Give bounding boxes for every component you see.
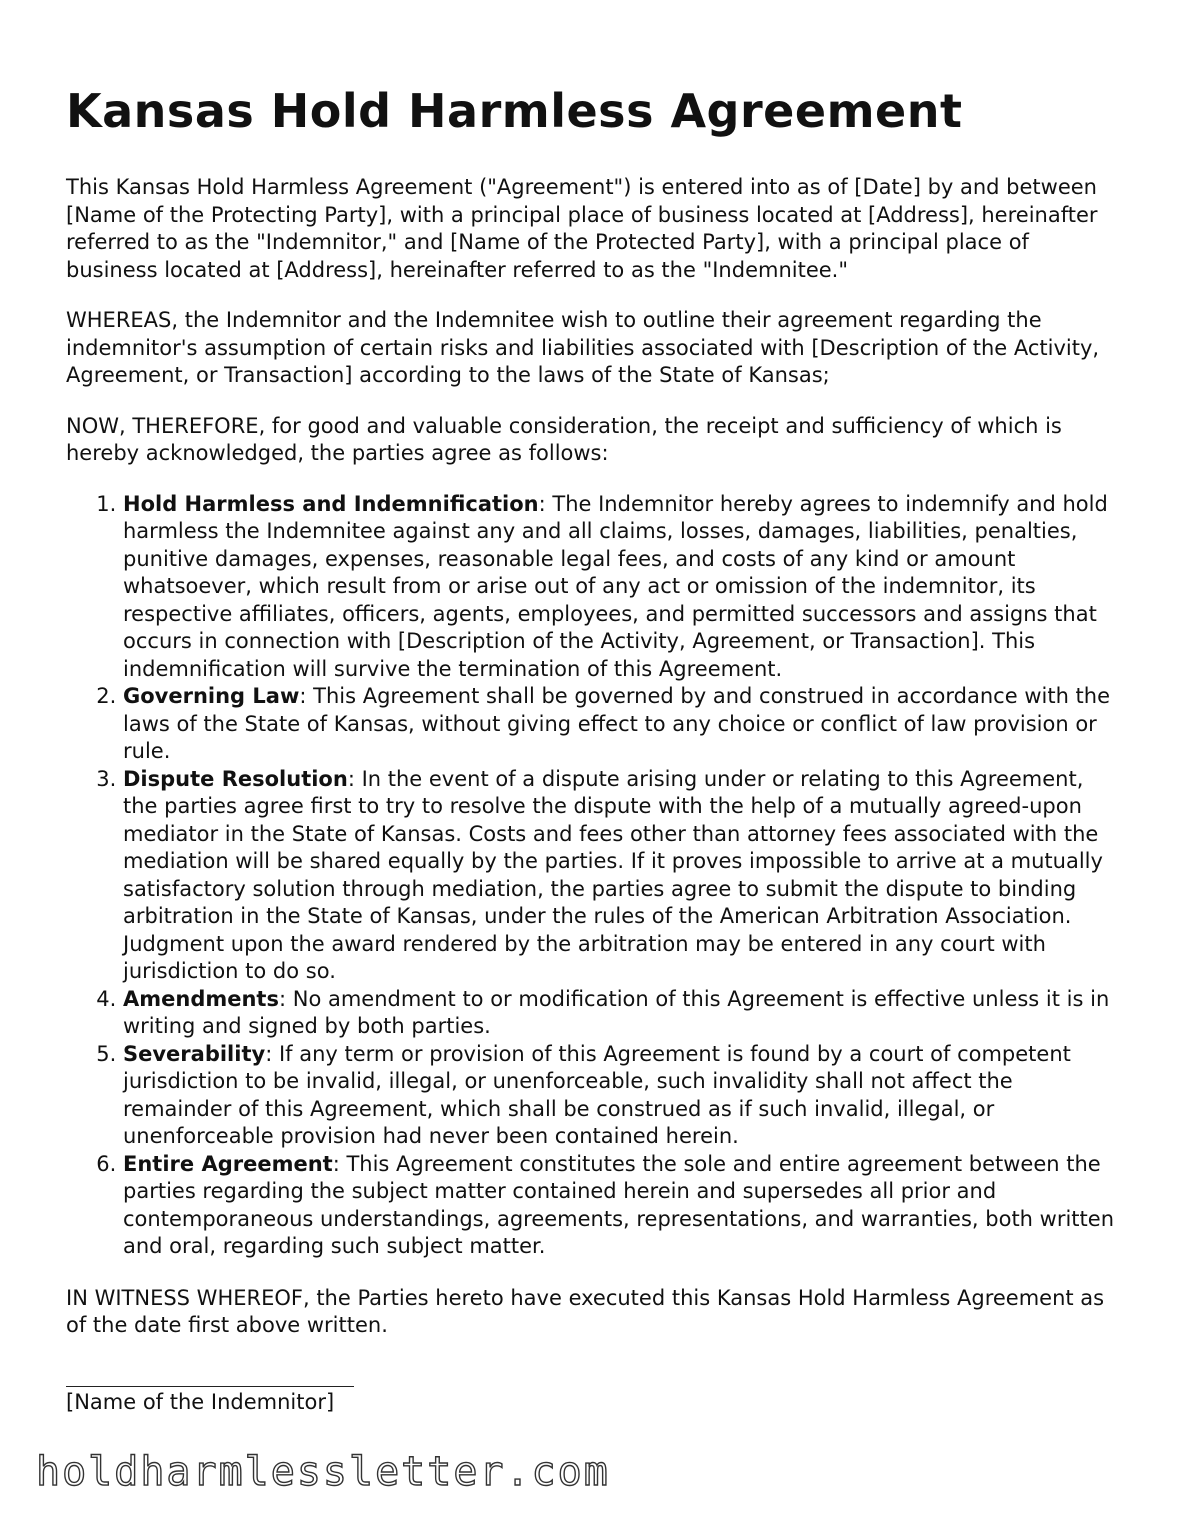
- clause-text: : If any term or provision of this Agreement is found by a court of competent jurisdiction to be invalid, illegal, or unenforceable, such invalidity shall not affect the remainder of this Agreement, which shall be construed as if such invalid, illegal, or unenforceable provision had never been contained herein.: [123, 1041, 1071, 1148]
- clause-item: [123, 1151, 1116, 1261]
- document-title: Kansas Hold Harmless Agreement: [66, 84, 963, 138]
- clause-item: [123, 766, 1116, 986]
- clause-item: [123, 683, 1116, 766]
- clause-text: : In the event of a dispute arising under or relating to this Agreement, the parties agree first to try to resolve the dispute with the help of a mutually agreed-upon mediator in the State of Kansas. Costs and fees other than attorney fees associated with the mediation will be shared equally by the parties. If it proves impossible to arrive at a mutually satisfactory solution through mediation, the parties agree to submit the dispute to binding arbitration in the State of Kansas, under the rules of the American Arbitration Association. Judgment upon the award rendered by the arbitration may be entered in any court with jurisdiction to do so.: [123, 766, 1103, 983]
- clause-item: [123, 491, 1116, 684]
- witness-paragraph: IN WITNESS WHEREOF, the Parties hereto have executed this Kansas Hold Harmless Agreement as of the date first above written.: [66, 1285, 1105, 1337]
- now-therefore-paragraph: NOW, THEREFORE, for good and valuable consideration, the receipt and sufficiency of which is hereby acknowledged, the parties agree as follows:: [66, 413, 1062, 465]
- clause-heading: Amendments: [123, 986, 279, 1011]
- signature-line: [66, 1386, 354, 1387]
- intro-paragraph: This Kansas Hold Harmless Agreement ("Agreement") is entered into as of [Date] by and between [Name of the Protecting Party], with a principal place of business located at [Address], hereinafter referred to as the "Indemnitor," and [Name of the Protected Party], with a principal place of business located at [Address], hereinafter referred to as the "Indemnitee.": [66, 175, 1098, 282]
- clause-list: [66, 491, 1116, 1261]
- clause-text: : This Agreement constitutes the sole and entire agreement between the parties regarding the subject matter contained herein and supersedes all prior and contemporaneous understandings, agreements, representations, and warranties, both written and oral, regarding such subject matter.: [123, 1151, 1114, 1258]
- clause-item: [123, 1041, 1116, 1151]
- clause-heading: Governing Law: [123, 684, 300, 708]
- clause-heading: Dispute Resolution: [123, 766, 348, 791]
- whereas-paragraph: WHEREAS, the Indemnitor and the Indemnitee wish to outline their agreement regarding the indemnitor's assumption of certain risks and liabilities associated with [Description of the Activity, Agreement, or Transaction] according to the laws of the State of Kansas;: [66, 308, 1100, 387]
- clause-heading: Entire Agreement: [123, 1151, 333, 1176]
- watermark-text: holdharmlessletter.com: [36, 1449, 610, 1495]
- clause-item: [123, 986, 1116, 1041]
- signature-name: [Name of the Indemnitor]: [66, 1389, 335, 1414]
- clause-text: : This Agreement shall be governed by and construed in accordance with the laws of the State of Kansas, without giving effect to any choice or conflict of law provision or rule.: [123, 684, 1111, 763]
- document-page: [66, 82, 1116, 1416]
- clause-heading: Hold Harmless and Indemnification: [123, 491, 539, 516]
- clause-text: : No amendment to or modification of this Agreement is effective unless it is in writing and signed by both parties.: [123, 986, 1110, 1038]
- clause-text: : The Indemnitor hereby agrees to indemnify and hold harmless the Indemnitee against any and all claims, losses, damages, liabilities, penalties, punitive damages, expenses, reasonable legal fees, and costs of any kind or amount whatsoever, which result from or arise out of any act or omission of the indemnitor, its respective affiliates, officers, agents, employees, and permitted successors and assigns that occurs in connection with [Description of the Activity, Agreement, or Transaction]. This indemnification will survive the termination of this Agreement.: [123, 491, 1108, 681]
- clause-heading: Severability: [123, 1041, 266, 1066]
